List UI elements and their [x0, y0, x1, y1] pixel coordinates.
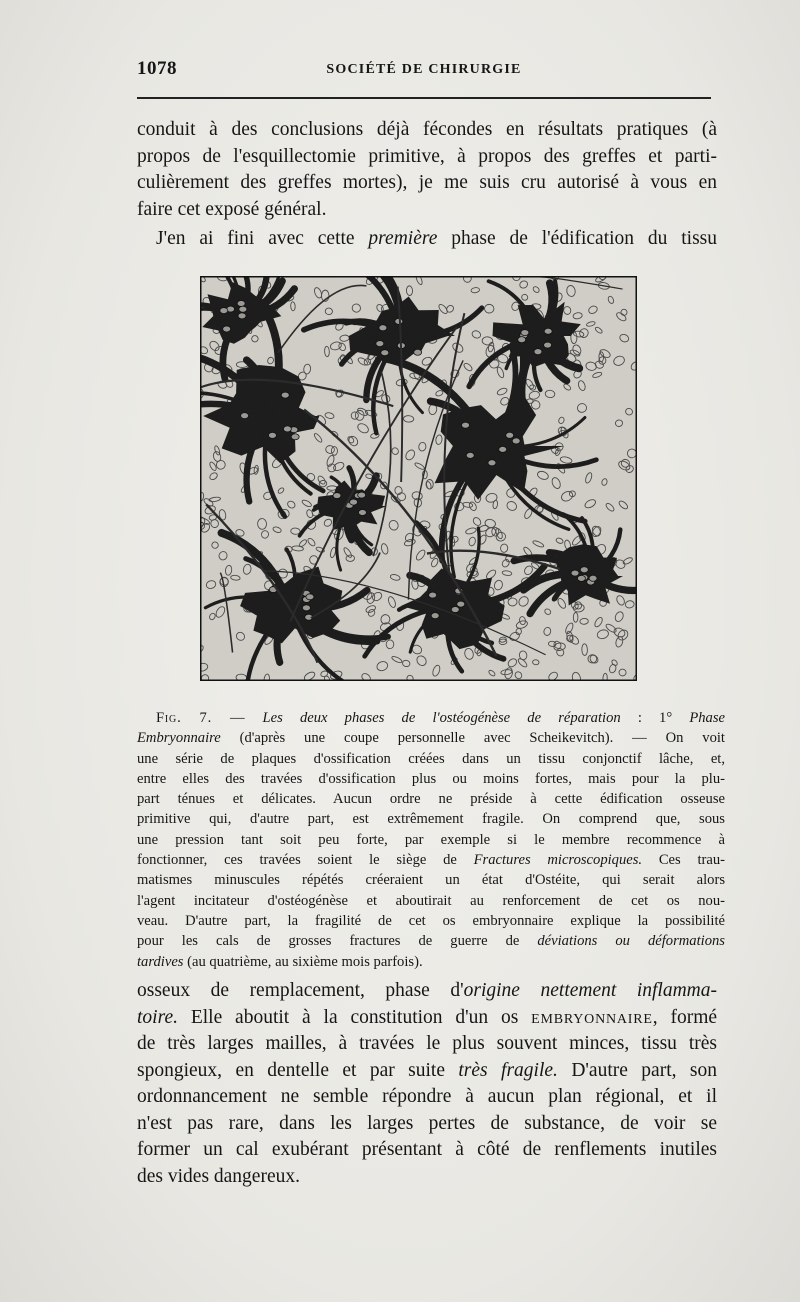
emphasis: première — [368, 228, 438, 249]
osteocyte — [306, 594, 314, 600]
osteocyte — [223, 326, 231, 332]
caption-line — [137, 931, 725, 951]
text-span: , formé — [652, 1006, 718, 1028]
osteocyte — [239, 306, 247, 312]
figure-histology-drawing — [200, 276, 637, 681]
osteocyte — [451, 607, 459, 613]
osteocyte — [358, 492, 366, 498]
caption-line — [137, 850, 725, 870]
osteocyte — [518, 337, 526, 343]
caption-line: une série de plaques d'ossification créées dans un tissu conjonctif lâche, et, — [137, 750, 725, 767]
osteocyte — [462, 422, 470, 428]
text-span: (d'après une coupe personnelle avec Scheikevitch). — On voit — [239, 730, 725, 747]
text-line: former un cal exubérant présentant à côté de renflements inutiles — [137, 1139, 717, 1160]
text-line: conduit à des conclusions déjà fécondes en résultats pratiques (à — [137, 119, 717, 140]
emphasis: très fragile. — [458, 1059, 558, 1081]
emphasis: Fractures microscopiques. — [473, 852, 643, 869]
emphasis: Les deux phases de l'ostéogénèse de réparation — [262, 710, 621, 726]
osteocyte — [291, 434, 299, 440]
running-head: SOCIÉTÉ DE CHIRURGIE — [326, 62, 522, 77]
caption-line: part ténues et délicates. Aucun ordre ne préside à cette édification osseuse — [137, 791, 725, 808]
text-span: osseux de remplacement, phase d' — [137, 980, 464, 1001]
caption-line: une pression tant soit peu forte, par exemple si le membre recommence à — [137, 831, 725, 848]
osteocyte — [429, 592, 437, 598]
paragraph-1 — [137, 117, 717, 223]
osteocyte — [237, 300, 245, 306]
text-line: n'est pas rare, dans les larges pertes de substance, de voir se — [137, 1112, 717, 1134]
osteocyte — [544, 342, 552, 348]
text-span: pour les cals de grosses fractures de guerre de — [137, 933, 520, 950]
text-line: faire cet exposé général. — [137, 198, 327, 220]
osteocyte — [521, 330, 529, 336]
text-line — [137, 1058, 717, 1085]
osteocyte — [220, 308, 228, 314]
osteocyte — [350, 499, 358, 505]
text-span: Ces trau- — [658, 852, 726, 869]
osteocyte — [395, 318, 403, 324]
osteocyte — [414, 349, 422, 355]
page-number: 1078 — [137, 58, 177, 79]
caption-line: l'agent incitateur d'ostéogénèse et aboutirait au renforcement de cet os nou- — [137, 892, 725, 909]
text-line — [137, 978, 717, 1005]
osteocyte — [589, 575, 597, 581]
text-span: D'autre part, son — [571, 1059, 717, 1081]
emphasis: toire. — [137, 1006, 178, 1028]
osteocyte — [241, 413, 249, 419]
paragraph-2 — [137, 226, 717, 253]
page-header — [137, 58, 711, 88]
small-caps-term: embryonnaire — [531, 1006, 653, 1028]
text-span: : 1° — [637, 710, 690, 726]
osteocyte — [381, 350, 389, 356]
osteocyte — [457, 601, 465, 607]
osteocyte — [499, 446, 507, 452]
figure-label: Fig. 7. — — [156, 710, 246, 726]
emphasis: Embryonnaire — [137, 730, 221, 747]
text-span: phase de l'édification du tissu — [451, 228, 717, 249]
text-line: ordonnancement ne semble répondre à aucun plan régional, et il — [137, 1086, 717, 1107]
osteocyte — [534, 349, 542, 355]
osteocyte — [488, 460, 496, 466]
osteocyte — [281, 392, 289, 398]
text-span: spongieux, en dentelle et par suite — [137, 1059, 445, 1081]
emphasis: tardives — [137, 953, 184, 970]
osteocyte — [302, 605, 310, 611]
osteocyte — [376, 341, 384, 347]
osteocyte — [512, 438, 520, 444]
text-span: Elle aboutit à la constitution d'un os — [190, 1006, 519, 1028]
emphasis: Phase — [689, 710, 725, 726]
emphasis: déviations ou déformations — [537, 933, 725, 950]
osteocyte — [577, 575, 585, 581]
osteocyte — [283, 426, 291, 432]
osteocyte — [466, 452, 474, 458]
osteocyte — [571, 570, 579, 576]
text-line: de très larges mailles, à travées le plus souvent minces, tissu très — [137, 1033, 717, 1054]
caption-line: entre elles des travées d'ossification plus ou moins fortes, mais pour la plu- — [137, 770, 725, 787]
header-rule — [137, 97, 711, 99]
text-line: propos de l'esquillectomie primitive, à propos des greffes et parti- — [137, 145, 717, 167]
caption-line — [137, 952, 725, 972]
paragraph-3 — [137, 978, 717, 1190]
emphasis: origine nettement inflamma- — [463, 980, 717, 1001]
osteocyte — [333, 493, 341, 499]
osteocyte — [506, 432, 514, 438]
osteocyte — [268, 432, 276, 438]
osteocyte — [238, 313, 246, 319]
caption-line — [137, 708, 725, 728]
text-line: des vides dangereux. — [137, 1165, 300, 1187]
text-line — [137, 1005, 717, 1032]
osteocyte — [358, 510, 366, 516]
figure-caption — [137, 708, 725, 972]
text-line: culièrement des greffes mortes), je me suis cru autorisé à vous en — [137, 172, 717, 193]
text-span: (au quatrième, au sixième mois parfois). — [187, 953, 423, 970]
text-line — [137, 226, 717, 253]
histology-illustration — [200, 276, 637, 681]
caption-line: veau. D'autre part, la fragilité de cet os embryonnaire explique la possibilité — [137, 912, 725, 929]
caption-line — [137, 728, 725, 748]
osteocyte — [544, 328, 552, 334]
osteocyte — [379, 325, 387, 331]
caption-line: matismes minuscules répétés créeraient un état d'Ostéite, qui serait alors — [137, 872, 725, 889]
caption-line: primitive qui, d'autre part, est extrêmement fragile. On comprend que, sous — [137, 811, 725, 828]
text-span: J'en ai fini avec cette — [156, 228, 355, 249]
text-span: fonctionner, ces travées soient le siège de — [137, 852, 457, 869]
osteocyte — [431, 613, 439, 619]
osteocyte — [580, 567, 588, 573]
